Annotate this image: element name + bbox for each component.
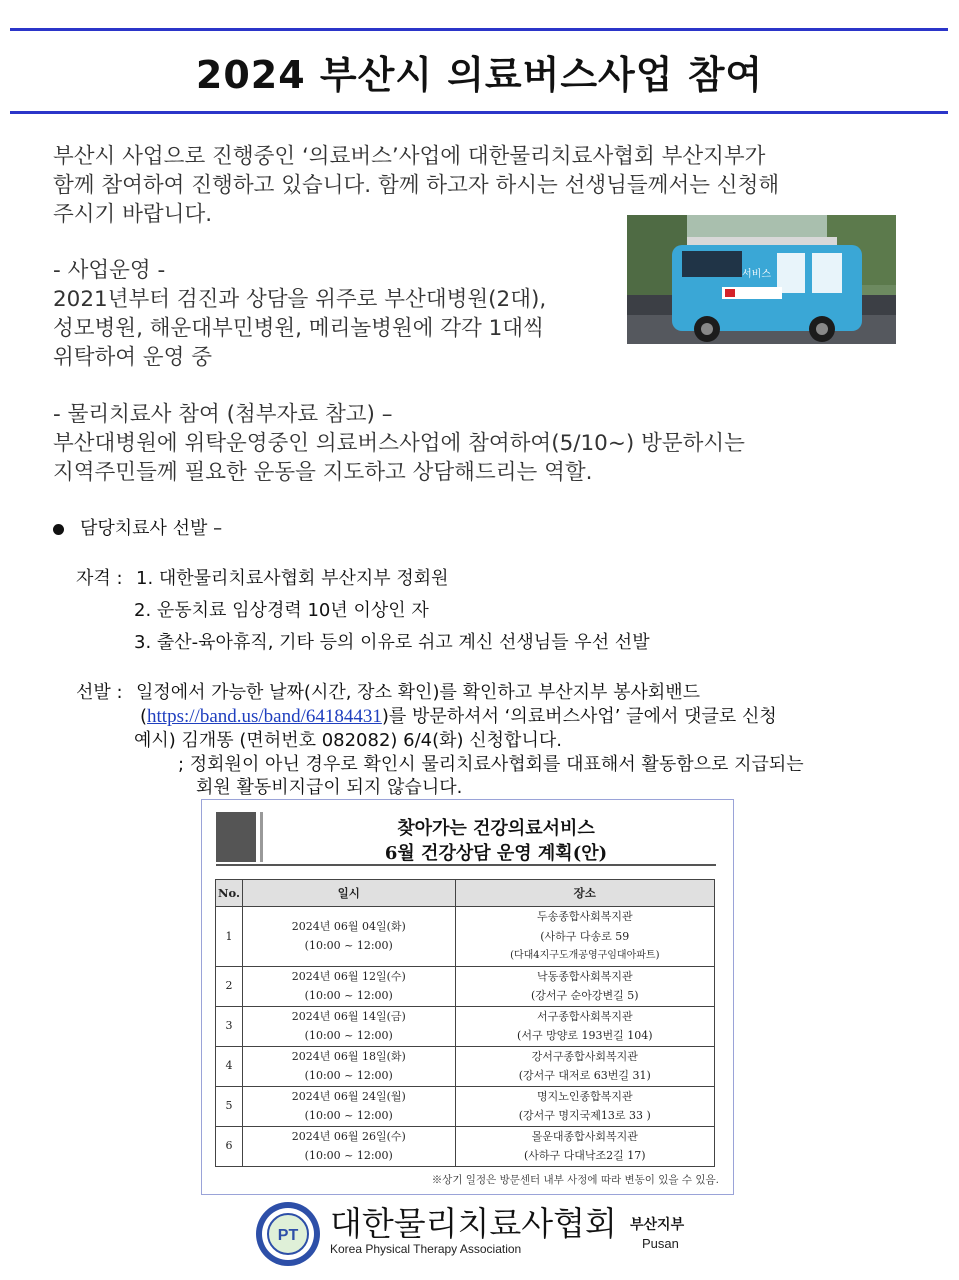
selection-heading-row (53, 514, 222, 540)
place-name: 강서구종합사회복지관 (531, 1049, 638, 1063)
row-place (455, 907, 714, 967)
place-address: (사하구 다송로 59 (540, 929, 630, 943)
place-address: (다대4지구도개공영구임대아파트) (510, 950, 660, 961)
place-address: (강서구 순아강변길 5) (530, 989, 639, 1002)
qualification-item: 1. 대한물리치료사협회 부산지부 정회원 (136, 568, 449, 589)
branch-english-name: Pusan (642, 1236, 679, 1251)
pt-section (53, 400, 745, 487)
selection-line: )를 방문하셔서 ‘의료버스사업’ 글에서 댓글로 신청 (381, 706, 777, 727)
place-name: 몰운대종합사회복지관 (531, 1129, 638, 1143)
row-number: 2 (216, 966, 243, 1006)
selection-example: 예시) 김개똥 (면허번호 082082) 6/4(화) 신청합니다. (134, 730, 562, 751)
medical-bus-photo (627, 215, 896, 344)
row-place (455, 1126, 714, 1166)
association-name: 대한물리치료사협회 (330, 1204, 617, 1243)
bus-illustration (627, 215, 896, 344)
selection-note: 회원 활동비지급이 되지 않습니다. (196, 777, 463, 798)
row-date: 2024년 06월 26일(수) (291, 1129, 406, 1143)
pt-line: 부산대병원에 위탁운영중인 의료버스사업에 참여하여(5/10~) 방문하시는 (53, 431, 745, 456)
selection-line: 일정에서 가능한 날짜(시간, 장소 확인)를 확인하고 부산지부 봉사회밴드 (136, 682, 701, 703)
row-datetime (242, 1046, 455, 1086)
association-english-name: Korea Physical Therapy Association (330, 1242, 522, 1256)
place-address: (강서구 대저로 63번길 31) (518, 1069, 651, 1082)
table-row (216, 907, 715, 967)
schedule-panel (201, 799, 734, 1195)
selection-note: ; 정회원이 아닌 경우로 확인시 물리치료사협회를 대표해서 활동함으로 지급되는 (178, 754, 804, 775)
schedule-table (215, 879, 715, 1167)
row-time: (10:00 ~ 12:00) (304, 1069, 393, 1082)
row-number: 4 (216, 1046, 243, 1086)
operation-line: 성모병원, 해운대부민병원, 메리놀병원에 각각 1대씩 (53, 316, 544, 341)
table-row (216, 1046, 715, 1086)
intro-line: 함께 참여하여 진행하고 있습니다. 함께 하고자 하시는 선생님들께서는 신청해 (53, 173, 780, 198)
schedule-note: ※상기 일정은 방문센터 내부 사정에 따라 변동이 있을 수 있음. (431, 1174, 719, 1186)
place-name: 낙동종합사회복지관 (536, 969, 633, 983)
pt-line: 지역주민들께 필요한 운동을 지도하고 상담해드리는 역할. (53, 460, 593, 485)
row-number: 1 (216, 907, 243, 967)
place-name: 서구종합사회복지관 (536, 1009, 633, 1023)
intro-line: 부산시 사업으로 진행중인 ‘의료버스’사업에 대한물리치료사협회 부산지부가 (53, 144, 766, 169)
top-rule (10, 28, 948, 31)
column-header: No. (216, 880, 243, 907)
table-row (216, 966, 715, 1006)
header-bar-decoration (260, 812, 263, 862)
selection-link-line (140, 702, 777, 728)
operation-line: 위탁하여 운영 중 (53, 345, 213, 370)
row-number: 5 (216, 1086, 243, 1126)
row-datetime (242, 1086, 455, 1126)
row-place (455, 1006, 714, 1046)
intro-line: 주시기 바랍니다. (53, 202, 213, 227)
place-name: 명지노인종합복지관 (536, 1089, 633, 1103)
row-number: 6 (216, 1126, 243, 1166)
selection-label: 선발 : (76, 682, 123, 703)
kpta-logo-icon (254, 1200, 322, 1268)
column-header: 일시 (242, 880, 455, 907)
operation-section (53, 256, 546, 372)
row-datetime (242, 966, 455, 1006)
row-datetime (242, 1126, 455, 1166)
qualification-item: 3. 출산-육아휴직, 기타 등의 이유로 쉬고 계신 선생님들 우선 선발 (134, 632, 650, 653)
table-row (216, 1086, 715, 1126)
logo-letters: PT (277, 1227, 299, 1244)
operation-line: 2021년부터 검진과 상담을 위주로 부산대병원(2대), (53, 287, 547, 312)
title-underline (10, 111, 948, 114)
row-time: (10:00 ~ 12:00) (304, 1149, 393, 1162)
operation-heading: - 사업운영 - (53, 258, 166, 283)
page-title: 2024 부산시 의료버스사업 참여 (195, 53, 764, 97)
row-date: 2024년 06월 24일(월) (291, 1089, 406, 1103)
branch-name: 부산지부 (630, 1217, 685, 1233)
bus-sign-text: 서비스 (742, 269, 771, 280)
place-address: (사하구 다대낙조2길 17) (523, 1149, 646, 1162)
link-paren: ( (140, 706, 148, 727)
row-datetime (242, 907, 455, 967)
qualification-label: 자격 : (76, 568, 123, 589)
bullet-icon (53, 524, 64, 535)
row-date: 2024년 06월 04일(화) (291, 919, 406, 933)
row-place (455, 966, 714, 1006)
schedule-header (216, 812, 716, 866)
row-number: 3 (216, 1006, 243, 1046)
row-time: (10:00 ~ 12:00) (304, 989, 393, 1002)
row-date: 2024년 06월 12일(수) (291, 969, 406, 983)
row-date: 2024년 06월 18일(화) (291, 1049, 406, 1063)
header-bar-decoration (216, 812, 256, 862)
schedule-title: 찾아가는 건강의료서비스 (397, 818, 595, 839)
qualification-item: 2. 운동치료 임상경력 10년 이상인 자 (134, 600, 429, 621)
schedule-subtitle: 6월 건강상담 운영 계획(안) (384, 843, 608, 864)
pt-heading: - 물리치료사 참여 (첨부자료 참고) – (53, 402, 393, 427)
place-name: 두송종합사회복지관 (536, 910, 633, 923)
table-row (216, 1006, 715, 1046)
row-place (455, 1086, 714, 1126)
table-header-row (216, 880, 715, 907)
band-link[interactable]: https://band.us/band/64184431 (147, 706, 382, 727)
selection-heading: 담당치료사 선발 – (80, 518, 223, 539)
place-address: (강서구 명지국제13로 33 ) (518, 1109, 651, 1122)
row-time: (10:00 ~ 12:00) (304, 1029, 393, 1042)
row-datetime (242, 1006, 455, 1046)
row-date: 2024년 06월 14일(금) (291, 1009, 406, 1023)
row-place (455, 1046, 714, 1086)
column-header: 장소 (455, 880, 714, 907)
place-address: (서구 망양로 193번길 104) (517, 1029, 653, 1042)
table-row (216, 1126, 715, 1166)
row-time: (10:00 ~ 12:00) (304, 939, 393, 953)
row-time: (10:00 ~ 12:00) (304, 1109, 393, 1122)
